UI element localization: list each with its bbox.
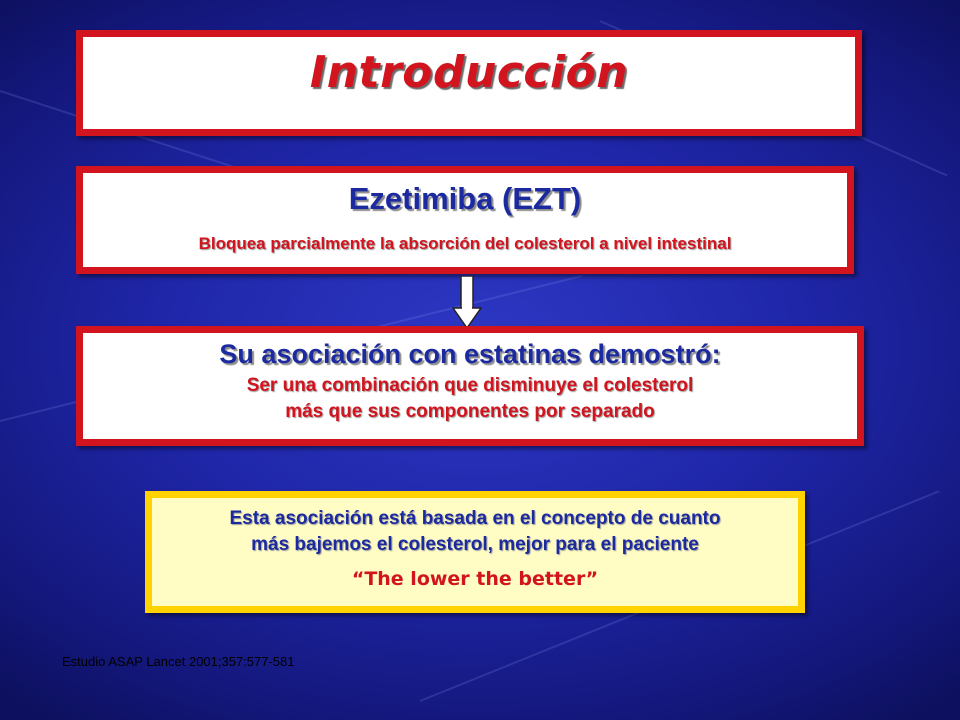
concept-note-box [145,491,805,613]
ezetimiba-heading: Ezetimiba (EZT) [348,181,582,216]
association-line-2: más que sus componentes por separado [285,401,655,422]
title-box [76,30,862,136]
association-heading: Su asociación con estatinas demostró: [219,339,721,369]
slide-title: Introducción [309,47,629,98]
ezetimiba-box [76,166,854,274]
concept-note-line-2: más bajemos el colesterol, mejor para el paciente [251,534,699,555]
concept-quote: “The lower the better” [351,568,599,590]
ezetimiba-description: Bloquea parcialmente la absorción del colesterol a nivel intestinal [198,234,732,253]
association-box [76,326,864,446]
concept-note-line-1: Esta asociación está basada en el concepto de cuanto [229,508,721,529]
down-arrow-icon [452,276,482,330]
citation: Estudio ASAP Lancet 2001;357:577-581 [62,654,295,669]
association-line-1: Ser una combinación que disminuye el colesterol [246,375,694,396]
